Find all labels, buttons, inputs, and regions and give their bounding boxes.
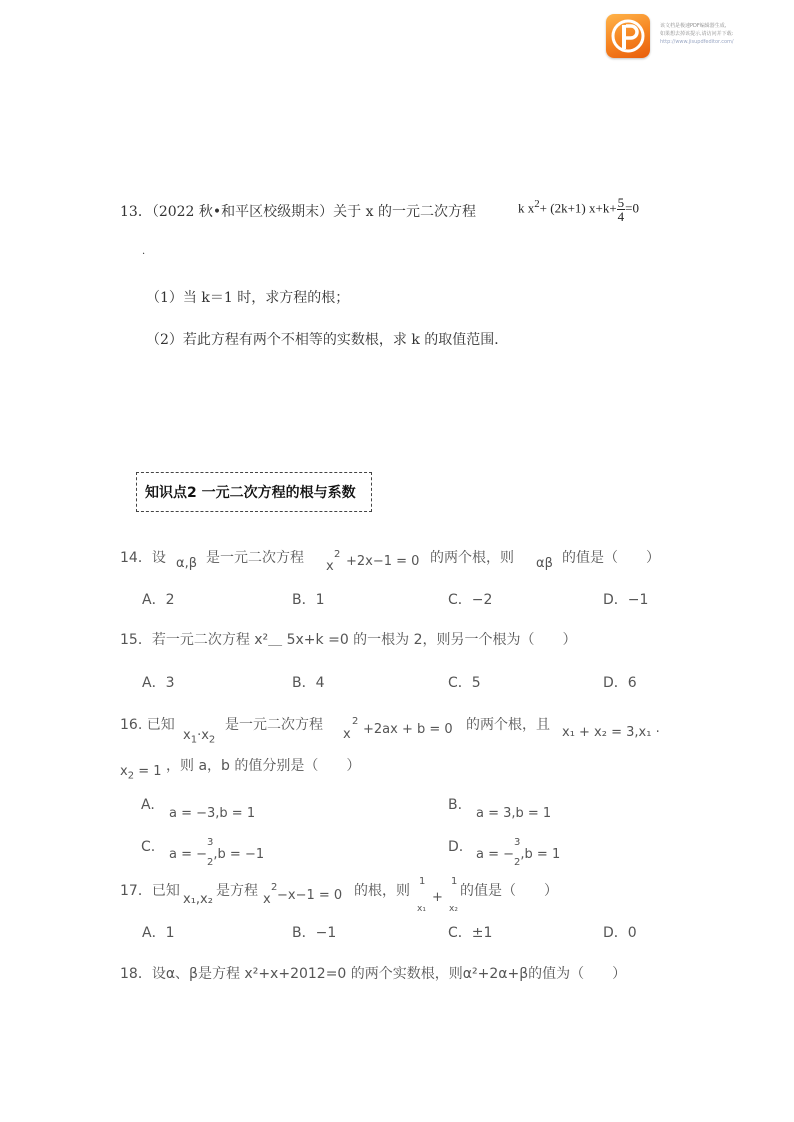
q16-option-a-label: A. [141, 797, 155, 813]
q16-option-a: a = −3,b = 1 [169, 806, 256, 821]
q17-frac1-den: x₁ [417, 904, 426, 914]
q16-mid: 是一元二次方程 [225, 717, 323, 733]
frac-denominator: 4 [617, 209, 625, 224]
q14-prefix: 14．设 [120, 550, 166, 566]
knowledge-point-box [136, 472, 372, 512]
q13-stem [120, 201, 476, 221]
q17-eq-x: x [263, 892, 271, 907]
q14-expr: αβ [536, 556, 553, 571]
q16-condition: x₁ + x₂ = 3,x₁ · [562, 725, 660, 740]
eq-term: =0 [625, 200, 639, 216]
q16-option-d-label: D. [448, 839, 464, 855]
q16-roots [183, 728, 215, 746]
q18-stem: 18．设α、β是方程 x²+x+2012=0 的两个实数根，则α²+2α+β的值为（ ） [120, 966, 627, 982]
frac-numerator: 3 [207, 837, 214, 848]
q14-eq-rest: +2x−1 = 0 [346, 554, 420, 569]
q13-number: 13． [120, 204, 152, 220]
q15-option-b: B．4 [292, 675, 325, 691]
q17-frac2-num: 1 [451, 876, 458, 887]
var: x [120, 764, 128, 779]
knowledge-point-title: 知识点2 一元二次方程的根与系数 [145, 485, 356, 501]
frac-numerator: 3 [514, 837, 521, 848]
subscript: 1 [190, 734, 198, 746]
q17-prefix: 17．已知 [120, 883, 180, 899]
q16-option-d [476, 837, 560, 869]
q13-equation [518, 196, 639, 223]
frac-denominator: 2 [514, 857, 521, 868]
expr-part: ,b = −1 [213, 847, 265, 862]
watermark-line-2: 如果想去掉该提示,请访问并下载: [660, 31, 734, 37]
frac-denominator: 2 [207, 857, 214, 868]
q14-option-b: B．1 [292, 592, 325, 608]
frac-numerator: 5 [617, 195, 625, 210]
var: ·x [197, 728, 209, 743]
q17-option-c: C．±1 [448, 925, 493, 941]
q15-option-c: C．5 [448, 675, 481, 691]
q16-prefix: 16. 已知 [120, 717, 175, 733]
q14-mid: 是一元二次方程 [206, 550, 304, 566]
q14-eq-sup: 2 [334, 549, 341, 560]
q17-option-b: B．−1 [292, 925, 337, 941]
q15-option-d: D．6 [603, 675, 637, 691]
var: x [183, 728, 191, 743]
q13-text: 关于 x 的一元二次方程 [333, 204, 476, 220]
q16-eq-rest: +2ax + b = 0 [363, 722, 453, 737]
expr-part: a = − [169, 847, 208, 862]
q14-option-c: C．−2 [448, 592, 493, 608]
q16-eq-x: x [343, 727, 351, 742]
eq-term: k x [518, 200, 535, 216]
q16-tail: 的两个根，且 [466, 717, 550, 733]
q14-option-d: D．−1 [603, 592, 649, 608]
q14-option-a: A．2 [142, 592, 175, 608]
q17-tail: 的根，则 [354, 883, 410, 899]
subscript: 2 [208, 734, 216, 746]
eq-exponent: 2 [534, 198, 540, 211]
q17-mid: 是方程 [216, 883, 258, 899]
watermark-text [660, 22, 780, 46]
q17-plus: + [432, 890, 443, 905]
q16-option-b-label: B. [448, 797, 463, 813]
q16-option-b: a = 3,b = 1 [476, 806, 552, 821]
watermark-url: http://www.jisupdfeditor.com/ [660, 39, 734, 45]
eq-term: + (2k+1) x+k+ [539, 200, 617, 216]
q14-end: 的值是（ ） [562, 550, 660, 566]
q13-period: . [142, 246, 146, 257]
q17-option-a: A．1 [142, 925, 175, 941]
var: = 1 [138, 764, 162, 779]
q17-end: 的值是（ ） [460, 883, 558, 899]
p-logo-icon [606, 14, 650, 58]
q17-frac2-den: x₂ [449, 904, 458, 914]
eq-fraction [617, 196, 626, 223]
q14-tail: 的两个根，则 [430, 550, 514, 566]
q13-part-2: （2）若此方程有两个不相等的实数根，求 k 的取值范围． [146, 332, 509, 348]
q17-option-d: D．0 [603, 925, 637, 941]
q17-eq-rest: −x−1 = 0 [277, 888, 343, 903]
q15-stem: 15．若一元二次方程 x²＿ 5x+k =0 的一根为 2，则另一个根为（ ） [120, 632, 577, 648]
q16-option-c [169, 837, 264, 869]
q14-eq-x: x [326, 559, 334, 574]
q15-option-a: A．3 [142, 675, 175, 691]
q16-eq-sup: 2 [352, 716, 359, 727]
q16-line2-tail: ，则 a，b 的值分别是（ ） [166, 758, 361, 774]
q16-line2-x [120, 764, 162, 782]
expr-part: ,b = 1 [520, 847, 561, 862]
q17-frac1-num: 1 [419, 876, 426, 887]
subscript: 2 [127, 770, 135, 782]
q16-option-c-label: C. [141, 839, 156, 855]
q14-vars: α,β [176, 556, 197, 571]
q17-eq-sup: 2 [271, 882, 278, 893]
watermark-line-1: 该文档是极速PDF编辑器生成, [660, 23, 727, 29]
q13-source: （2022 秋•和平区校级期末） [151, 204, 334, 220]
q17-roots: x₁,x₂ [183, 892, 213, 907]
q13-part-1: （1）当 k＝1 时，求方程的根； [146, 290, 350, 306]
expr-part: a = − [476, 847, 515, 862]
pdf-editor-logo [606, 14, 650, 58]
